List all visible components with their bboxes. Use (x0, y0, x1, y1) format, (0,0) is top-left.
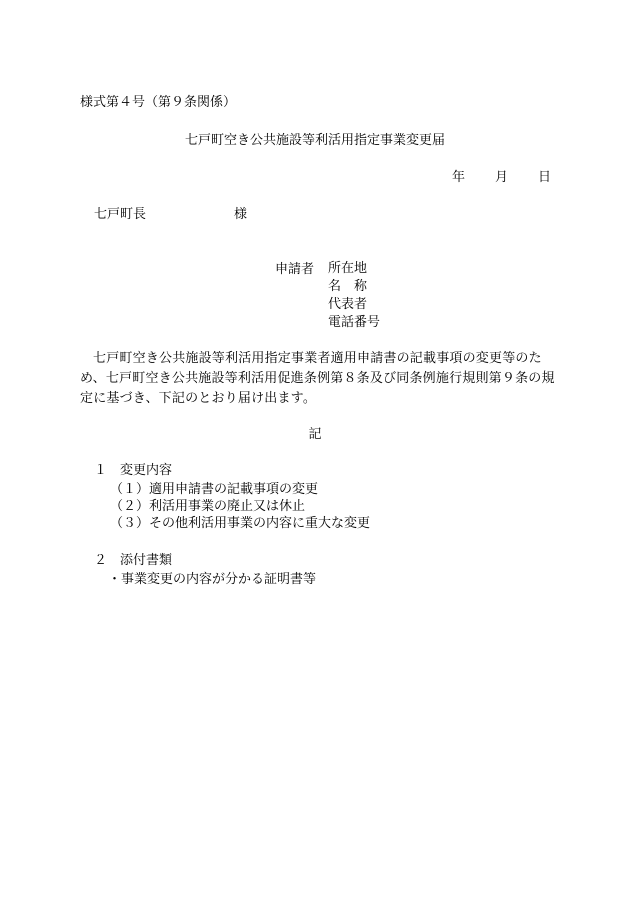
date-line (452, 168, 551, 187)
section-heading: 変更内容 (120, 463, 173, 478)
addressee-honorific: 様 (234, 207, 248, 222)
addressee-name: 七戸町長 (94, 207, 147, 222)
form-number: 様式第４号（第９条関係） (80, 95, 237, 110)
section-number: ２ (94, 553, 108, 568)
section-heading: 添付書類 (120, 553, 173, 568)
list-item: ・事業変更の内容が分かる証明書等 (108, 572, 317, 587)
section-change-details (94, 461, 172, 480)
ki-heading: 記 (308, 427, 322, 442)
list-item: （２）利活用事業の廃止又は休止 (110, 499, 306, 514)
applicant-fields (328, 260, 380, 332)
applicant-field-address: 所在地 (328, 261, 368, 276)
date-year: 年 (452, 170, 466, 185)
applicant-field-phone: 電話番号 (328, 315, 381, 330)
applicant-field-name: 名 称 (328, 279, 368, 294)
list-item: （１）適用申請書の記載事項の変更 (110, 482, 319, 497)
document-title: 七戸町空き公共施設等利活用指定事業変更届 (184, 133, 445, 148)
applicant-label: 申請者 (275, 262, 315, 277)
section-number: １ (94, 463, 108, 478)
body-paragraph: 七戸町空き公共施設等利活用指定事業者適用申請書の記載事項の変更等のため、七戸町空き公共施設等利活用促進条例第８条及び同条例施行規則第９条の規定に基づき、下記のとおり届け出ます。 (80, 351, 555, 406)
list-item: （３）その他利活用事業の内容に重大な変更 (110, 516, 371, 531)
date-month: 月 (495, 170, 509, 185)
applicant-field-representative: 代表者 (328, 297, 368, 312)
date-day: 日 (538, 170, 552, 185)
section-attachments (94, 551, 172, 570)
addressee (94, 205, 247, 224)
